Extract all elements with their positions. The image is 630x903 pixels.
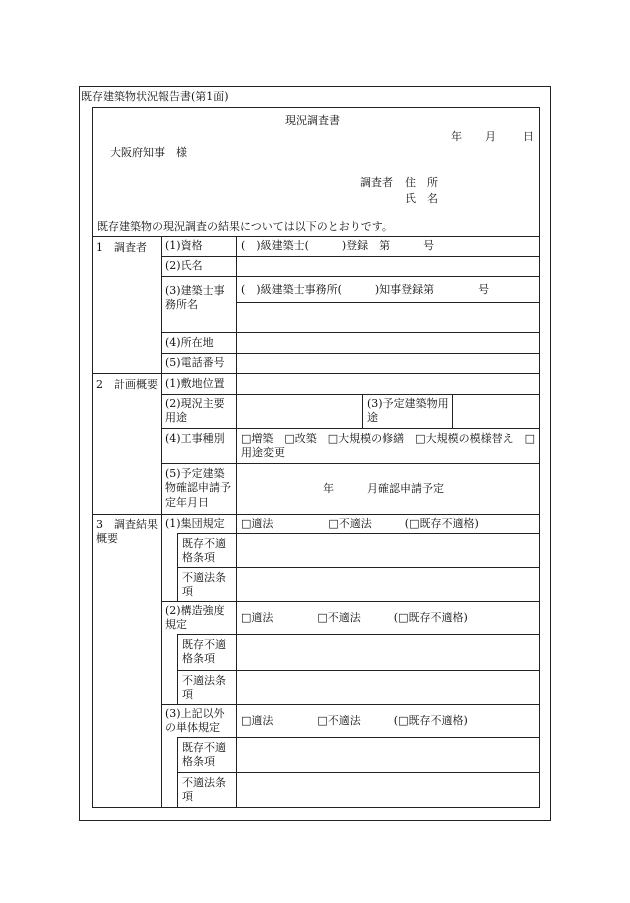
planned-use-label: (3)予定建築物用途 [367, 397, 449, 425]
date-month: 月 [485, 130, 496, 143]
date-day: 日 [523, 130, 534, 143]
current-use-label: (2)現況主要用途 [165, 397, 225, 425]
group-rules-existing-label: 既存不適格条項 [182, 537, 226, 565]
group-rules-noncompliant-label: 不適法条項 [182, 571, 226, 599]
structural-rules-existing-label: 既存不適格条項 [182, 638, 226, 666]
other-rules-label: (3)上記以外の単体規定 [165, 707, 225, 735]
section2-heading: 2 計画概要 [96, 378, 158, 391]
office-label: (3)建築士事務所名 [165, 284, 225, 312]
confirm-value: 年 月確認申請予定 [323, 482, 444, 495]
investigator-address-label: 住 所 [405, 176, 438, 189]
qualification-value: ( )級建築士( )登録 第 号 [241, 239, 435, 252]
office-value: ( )級建築士事務所( )知事登録第 号 [241, 283, 490, 296]
structural-rules-label: (2)構造強度規定 [165, 604, 225, 632]
other-rules-noncompliant-label: 不適法条項 [182, 776, 226, 804]
qualification-label: (1)資格 [165, 239, 203, 252]
group-rules-options: □適法 □不適法 (□既存不適格) [241, 517, 479, 530]
name-label: (2)氏名 [165, 259, 203, 272]
section3-heading: 3 調査結果概要 [96, 518, 158, 546]
intro-text: 既存建築物の現況調査の結果については以下のとおりです。 [97, 220, 393, 233]
structural-rules-noncompliant-label: 不適法条項 [182, 674, 226, 702]
work-type-label: (4)工事種別 [165, 432, 225, 445]
investigator-label: 調査者 [360, 176, 393, 189]
location-label: (4)所在地 [165, 336, 214, 349]
other-rules-options: □適法 □不適法 (□既存不適格) [241, 714, 468, 727]
work-type-options: □増築 □改築 □大規模の修繕 □大規模の模様替え □用途変更 [241, 432, 535, 460]
group-rules-label: (1)集団規定 [165, 517, 225, 530]
phone-label: (5)電話番号 [165, 356, 225, 369]
structural-rules-options: □適法 □不適法 (□既存不適格) [241, 611, 468, 624]
investigator-name-label: 氏 名 [405, 192, 438, 205]
addressee: 大阪府知事 様 [110, 146, 187, 159]
site-label: (1)敷地位置 [165, 377, 225, 390]
section1-heading: 1 調査者 [96, 241, 147, 254]
other-rules-existing-label: 既存不適格条項 [182, 741, 226, 769]
confirm-label: (5)予定建築物確認申請予定年月日 [165, 467, 231, 509]
form-label: 既存建築物状況報告書(第1面) [81, 90, 229, 103]
document-title: 現況調査書 [285, 114, 340, 127]
date-year: 年 [451, 130, 462, 143]
